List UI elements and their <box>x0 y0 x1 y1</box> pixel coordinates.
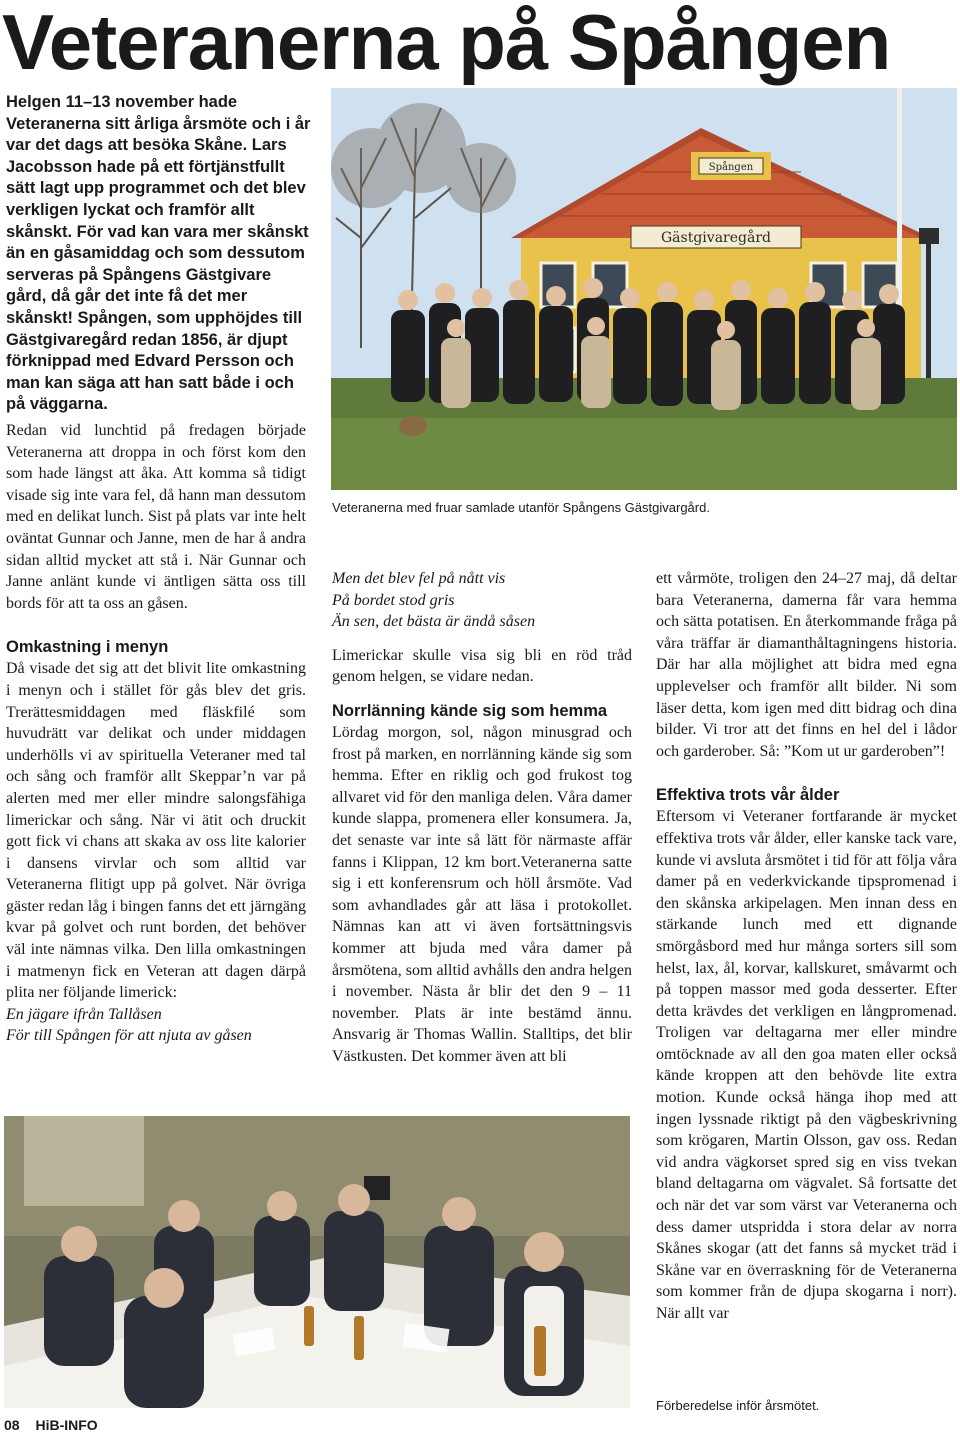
column3-paragraph-1: ett vårmöte, troligen den 24–27 maj, då deltar bara Veteranerna, damerna får vara hemma och sätta potatisen. En återkommande fråga på våra träffar är diamanthåltagningens historia. Där har alla möjlighet att bidra med egna upplevelser och framför allt bilder. Ni som läser detta, kom igen med ditt bidrag och dina bilder. Vi tror att det finns en hel del i lådor och garderober. Så: ”Kom ut ur garderoben”! <box>656 570 957 760</box>
article-column-3 <box>656 568 957 1325</box>
column1-paragraph-2: Då visade det sig att det blivit lite omkastning i menyn och i stället för gås blev det gris. Trerättesmiddagen med fläskfilé som huvudrätt var delikat och under middagen underhölls vi av spirituella Veteraner med tal och sång och framför allt Skeppar’n var på alerten med mer eller mindre salongsfähiga limerickar och sång. När vi ätit och druckit gott fick vi chans att skaka av oss lite kalorier i dansens virvlar och som alltid var Veteranerna flitigt upp på golvet. När övriga gäster redan låg i bingen fanns det ett järngäng kvar på golvet och runt borden, det behöver väl inte nämnas vilka. Den lilla omkastningen i matmenyn fick en Veteran att dagen därpå plita ner följande limerick: <box>6 660 306 1002</box>
page-footer <box>4 1416 110 1434</box>
limerick-line: För till Spången för att njuta av gåsen <box>6 1027 252 1045</box>
group-photo <box>331 88 957 490</box>
publication-name: HiB-INFO <box>35 1417 98 1433</box>
article-column-2 <box>332 568 632 1067</box>
hotel-sign-top: Spången <box>708 162 754 173</box>
meeting-photo-caption: Förberedelse inför årsmötet. <box>656 1398 820 1413</box>
column2-paragraph-1: Limerickar skulle visa sig bli en röd tråd genom helgen, se vidare nedan. <box>332 646 632 686</box>
page-number: 08 <box>4 1417 20 1433</box>
limerick-line: På bordet stod gris <box>332 591 455 609</box>
column3-paragraph-2: Eftersom vi Veteraner fortfarande är mycket effektiva trots vår ålder, eller kanske tack vare, kunde vi avsluta årsmötet i tid för att följa våra damer på en vederkvickande tipspromenad i den skånska arkipelagen. Men innan dess en stärkande lunch med ett dignande smörgåsbord med hur många sorters sill som helst, lax, ål, korvar, kallskuret, småvarmt och på toppen massor med goda desserter. Efter detta krävdes det verkligen en långpromenad. Troligen var deltagarna mer eller mindre omtöcknade av all den goa maten eller också kände kroppen att den behövde lite extra motion. Kunde också hänga ihop med att ingen lyssnade riktigt på den vägbeskrivning som krögaren, Martin Olsson, gav oss. Redan vid andra vägkorset spred sig en viss tvekan bland deltagarna om vägvalet. Så fortsatte det och när det var som värst var Veteranerna och dess damer utspridda i stora delar av norra Skånes skogar (att det fanns så mycket träd i Skåne var en överraskning för de Veteranerna som kommer från de djupa skogarna i norr). När allt var <box>656 808 957 1322</box>
subheading-effektiva: Effektiva trots vår ålder <box>656 786 840 805</box>
article-column-1 <box>6 420 306 1047</box>
hotel-sign-main: Gästgivaregård <box>661 230 771 246</box>
limerick-line: Men det blev fel på nått vis <box>332 570 506 587</box>
column2-paragraph-2: Lördag morgon, sol, någon minusgrad och frost på marken, en norrlänning kände sig som hemma. Efter en riklig och god frukost tog allvaret vid för den manliga delen. Våra damer kunde slappa, promenera eller konsumera. Ja, det senaste var inte så lätt för närmaste affär fanns i Klippan, 12 km bort.Veteranerna satte sig i ett konferensrum och höll årsmöte. Vad som avhandlades går att läsa i protokollet. Nämnas kan att vi även fortsättningsvis kommer att bjuda med våra damer på årsmötena, som alltid avhålls den andra helgen i november. Nästa år blir det den 9 – 11 november. Plats är inte bestämd ännu. Ansvarig är Thomas Wallin. Stalltips, det blir Västkusten. Det kommer även att bli <box>332 723 632 1065</box>
subheading-omkastning: Omkastning i menyn <box>6 638 169 657</box>
limerick-line: En jägare ifrån Tallåsen <box>6 1005 162 1023</box>
group-photo-caption: Veteranerna med fruar samlade utanför Spångens Gästgivargård. <box>332 500 710 515</box>
subheading-norrlanning: Norrlänning kände sig som hemma <box>332 701 608 720</box>
lead-paragraph: Helgen 11–13 november hade Veteranerna sitt årliga årsmöte och i år var det dags att besöka Skåne. Lars Jacobsson hade på ett förtjänstfullt sätt lagt upp programmet och det blev verkligen lyckat och framför allt skånskt. För vad kan vara mer skånskt än en gåsamiddag och som dessutom serveras på Spångens Gästgivare gård, då går det inte få det mer skånskt! Spången, som upphöjdes till Gästgivaregård redan 1856, är djupt förknippad med Edvard Persson och man kan säga att han satt både i och på väggarna. <box>6 93 311 414</box>
meeting-photo <box>4 1116 630 1408</box>
limerick-line: Än sen, det bästa är ändå såsen <box>332 613 536 631</box>
column1-paragraph-1: Redan vid lunchtid på fredagen började Veteranerna att droppa in och först kom den som hade längst att åka. Att komma så tidigt visade sig inte vara fel, då hann man dessutom med en delikat lunch. Sist på plats var inte helt oväntat Gunnar och Janne, men de har å andra sidan alltid mycket att stå i. När Gunnar och Janne anlänt kunde vi äntligen sätta oss till bords för att ta oss an gåsen. <box>6 422 306 612</box>
article-title: Veteranerna på Spången <box>2 0 891 86</box>
